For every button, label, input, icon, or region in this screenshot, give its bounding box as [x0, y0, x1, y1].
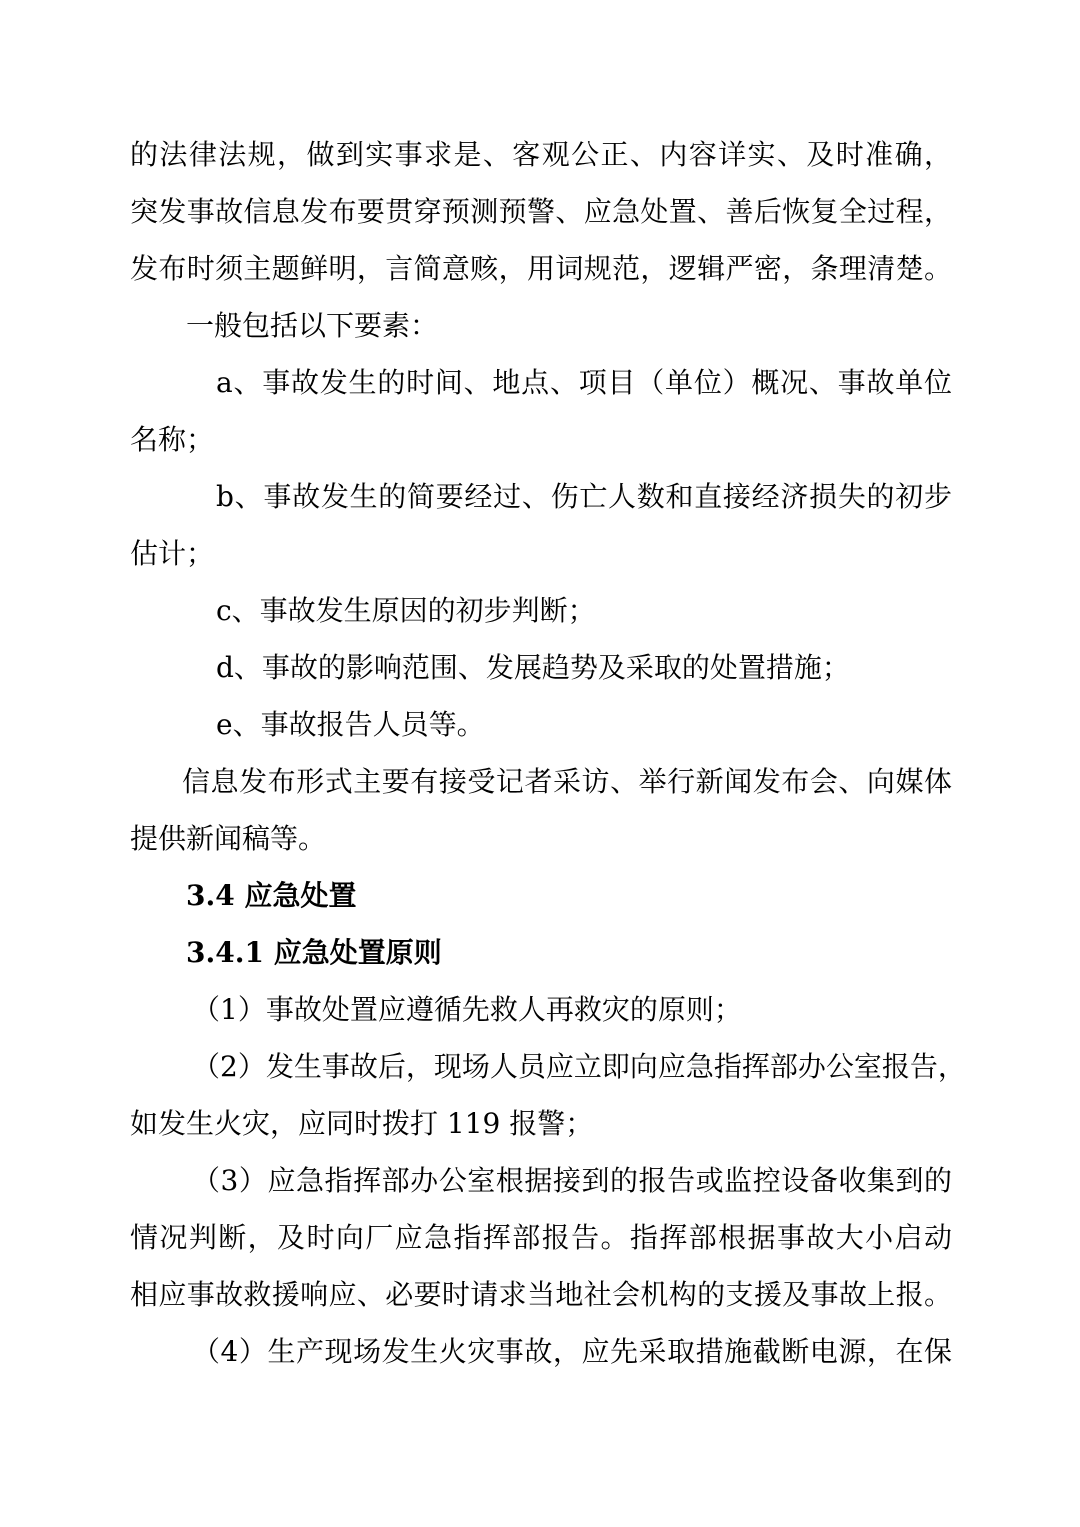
- list-item-b: b、事故发生的简要经过、伤亡人数和直接经济损失的初步: [216, 480, 952, 513]
- list-item-d: d、事故的影响范围、发展趋势及采取的处置措施；: [216, 651, 850, 684]
- list-item-c: c、事故发生原因的初步判断；: [216, 594, 596, 627]
- subsection-heading: 3.4.1 应急处置原则: [186, 936, 442, 969]
- paragraph-line: 发布时须主题鲜明，言简意赅，用词规范，逻辑严密，条理清楚。: [130, 252, 952, 285]
- section-heading: 3.4 应急处置: [186, 879, 357, 912]
- paragraph-line: 信息发布形式主要有接受记者采访、举行新闻发布会、向媒体: [182, 765, 952, 798]
- list-item-a-cont: 名称；: [130, 423, 215, 456]
- principle-2: （2）发生事故后，现场人员应立即向应急指挥部办公室报告，: [192, 1050, 966, 1083]
- principle-3-cont: 相应事故救援响应、必要时请求当地社会机构的支援及事故上报。: [130, 1278, 952, 1311]
- list-item-b-cont: 估计；: [130, 537, 215, 570]
- principle-2-cont: 如发生火灾，应同时拨打 119 报警；: [130, 1107, 594, 1140]
- paragraph-line: 一般包括以下要素：: [186, 309, 439, 342]
- principle-1: （1）事故处置应遵循先救人再救灾的原则；: [192, 993, 742, 1026]
- paragraph-line: 提供新闻稿等。: [130, 822, 327, 855]
- paragraph-line: 的法律法规，做到实事求是、客观公正、内容详实、及时准确，: [130, 138, 952, 171]
- paragraph-line: 突发事故信息发布要贯穿预测预警、应急处置、善后恢复全过程，: [130, 195, 952, 228]
- principle-4: （4）生产现场发生火灾事故，应先采取措施截断电源，在保: [192, 1335, 952, 1368]
- list-item-a: a、事故发生的时间、地点、项目（单位）概况、事故单位: [216, 366, 952, 399]
- principle-3-cont: 情况判断，及时向厂应急指挥部报告。指挥部根据事故大小启动: [130, 1221, 952, 1254]
- list-item-e: e、事故报告人员等。: [216, 708, 485, 741]
- principle-3: （3）应急指挥部办公室根据接到的报告或监控设备收集到的: [192, 1164, 952, 1197]
